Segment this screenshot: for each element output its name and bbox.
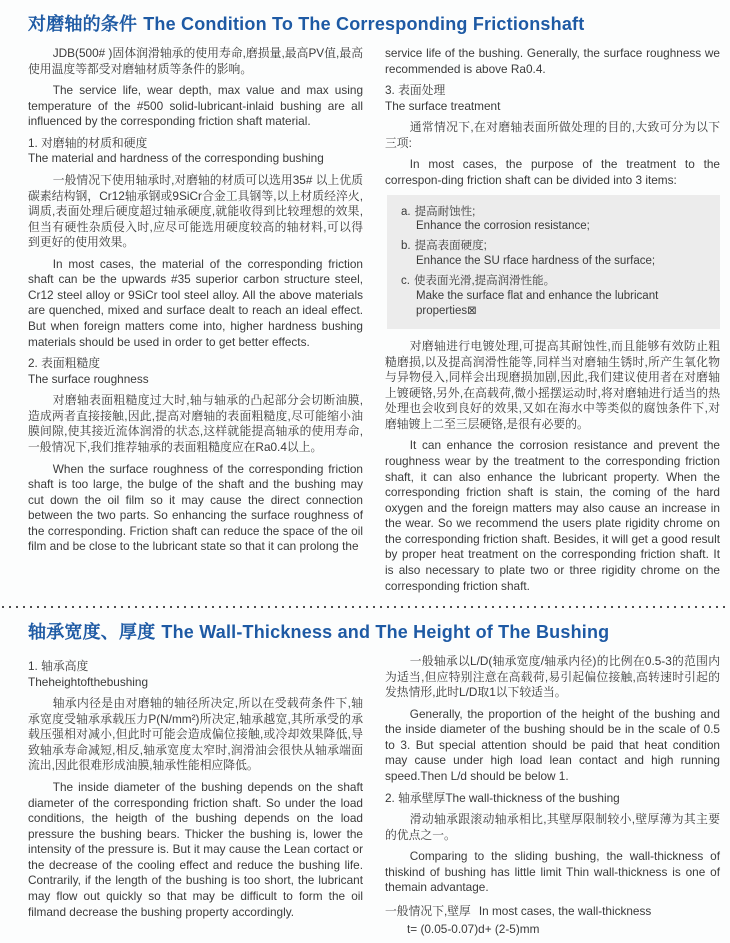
subheading-cn: 1. 对磨轴的材质和硬度 <box>28 135 148 150</box>
formula-label-cn: 一般情况下,壁厚 <box>385 903 471 918</box>
item-cn: 提高耐蚀性; <box>414 205 476 218</box>
section-wall-thickness-height <box>0 618 730 943</box>
section2-right-column <box>385 654 720 943</box>
subheading-material-hardness <box>28 136 363 167</box>
subheading-wall-thickness <box>385 791 720 807</box>
item-cn: 提高表面硬度; <box>414 240 487 253</box>
item-cn: 使表面光滑,提高润滑性能。 <box>413 275 556 288</box>
item-en: Enhance the SU rface hardness of the surface; <box>416 255 656 268</box>
formula-label <box>385 904 720 920</box>
paragraph-cn: 一般轴承以L/D(轴承宽度/轴承内径)的比例在0.5-3的范围内为适当,但应特别注意在高载荷,易引起偏位接触,高转速时引起的发热情形,此时L/D取1以下较适当。 <box>385 654 720 700</box>
paragraph-cn: 滑动轴承跟滚动轴承相比,其壁厚限制较小,壁厚薄为其主要的优点之一。 <box>385 812 720 842</box>
subheading-en: Theheightofthebushing <box>28 674 149 689</box>
subheading-surface-roughness <box>28 356 363 387</box>
item-letter: c. <box>401 275 410 288</box>
paragraph-en: The inside diameter of the bushing depends on the shaft diameter of the corresponding friction shaft. So under the load conditions, the heigth of the bushing depends on the load pressure the bushing bears. Thicker the bushing is, lower the intensity of the pressure is. But it may cause the Lean cortact or the decrease of the cooling effect and reduce the bushing life. Contrarily, if the length of the bushing is too short, the lubricant may flow out quickly so that may be difficult to form the oil filmand decrease the bushing property accordingly. <box>28 780 363 919</box>
subheading-cn: 2. 表面粗糙度 <box>28 356 101 371</box>
list-item-c <box>401 274 708 319</box>
wall-thickness-formula: t= (0.05-0.07)d+ (2-5)mm <box>407 921 540 936</box>
paragraph-en: Generally, the proportion of the height of the bushing and the inside diameter of the bushing should be in the scale of 0.5 to 3. But special attention should be paid that heat condition may cause under high load lean contact and high running speed.Then L/d should be below 1. <box>385 706 720 783</box>
paragraph-cn: 通常情况下,在对磨轴表面所做处理的目的,大致可分为以下三项: <box>385 120 720 150</box>
subheading-en: The wall-thickness of the bushing <box>445 790 620 805</box>
item-letter: a. <box>401 205 411 218</box>
subheading-en: The material and hardness of the corresponding bushing <box>28 151 324 166</box>
subheading-en: The surface treatment <box>385 98 501 113</box>
section1-title-en: The Condition To The Corresponding Frictionshaft <box>143 14 585 34</box>
subheading-cn: 3. 表面处理 <box>385 83 446 98</box>
section-friction-shaft <box>0 10 730 600</box>
dotted-divider <box>2 606 728 608</box>
paragraph-cn: 对磨轴表面粗糙度过大时,轴与轴承的凸起部分会切断油膜,造成两者直接接触,因此,提高对磨轴的表面粗糙度,尽可能缩小油膜间隙,使其接近流体润滑的状态,这样就能提高轴承的使用寿命,一般情况下,我们推荐轴承的表面粗糙度应在Ra0.4以上。 <box>28 393 363 454</box>
subheading-en: The surface roughness <box>28 371 149 386</box>
section2-title-en: The Wall-Thickness and The Height of The Bushing <box>161 622 610 643</box>
subheading-bushing-height <box>28 659 363 690</box>
section2-columns <box>28 654 720 943</box>
paragraph-cn: JDB(500# )固体润滑轴承的使用寿命,磨损量,最高PV值,最高使用温度等都受对磨轴材质等条件的影响。 <box>28 46 363 76</box>
section1-columns <box>28 46 720 600</box>
section2-left-column <box>28 654 363 943</box>
subheading-cn: 2. 轴承壁厚 <box>385 790 446 805</box>
item-en: Make the surface flat and enhance the lubricant properties⊠ <box>416 290 659 318</box>
paragraph-cn: 一般情况下使用轴承时,对磨轴的材质可以选用35# 以上优质碳素结构钢，Cr12轴承钢或9SiCr合金工具钢等,以上材质经淬火,调质,表面处理后硬度超过轴承硬度,就能收得到比较理想的效果,但当有硬性杂质侵入时,应尽可能选用硬度较高的轴材料,可以得到更好的使用效果。 <box>28 172 363 250</box>
treatment-items-callout-box <box>387 195 720 330</box>
section2-title <box>28 618 720 644</box>
paragraph-en: Comparing to the sliding bushing, the wall-thickness of thiskind of bushing has little limit Thin wall-thickness is one of themain advantage. <box>385 849 720 895</box>
section1-left-column <box>28 46 363 600</box>
paragraph-en: The service life, wear depth, max value and max using temperature of the #500 solid-lubricant-inlaid bushing are all influenced by the corresponding friction shaft material. <box>28 83 363 129</box>
paragraph-en: When the surface roughness of the corresponding friction shaft is too large, the bulge of the shaft and the bushing may cut down the oil film so it may cause the direct connection between the two parts. So enhancing the surface roughness of the corresponding. Friction shaft can reduce the space of the oil film and be close to the lubricant state so that it can prolong the <box>28 461 363 554</box>
list-item-b <box>401 239 708 269</box>
item-letter: b. <box>401 240 411 253</box>
paragraph-en: In most cases, the material of the corresponding friction shaft can be the upwards #35 superior carbon structure steel, Cr12 steel alloy or 9SiCr tool steel alloy. All the above materials are quenched, mixed and surface dealt to reach an ideal effect. But when foreign matters come into, higher hardness bushing materials should be used in order to get better effects. <box>28 256 363 349</box>
paragraph-en-continuation: service life of the bushing. Generally, the surface roughness we recommended is above Ra0.4. <box>385 46 720 76</box>
section1-right-column <box>385 46 720 600</box>
item-en: Enhance the corrosion resistance; <box>416 220 590 233</box>
section2-title-cn: 轴承宽度、厚度 <box>28 622 156 643</box>
section1-title <box>28 10 720 36</box>
paragraph-en: It can enhance the corrosion resistance and prevent the roughness wear by the treatment to the corresponding friction shaft, it can also enhance the lubricant property. When the corresponding friction shaft is stain, the coming of the hard oxygen and the foreign matters may also cause an increase in the wear. So we recommend the users plate rigidity chrome on the corresponding friction shaft. Besides, it will get a good result by proper heat treatment on the corresponding friction shaft. It is also necessary to plate two or three rigidity chrome on the corresponding friction shaft. <box>385 438 720 593</box>
paragraph-cn: 对磨轴进行电镀处理,可提高其耐蚀性,而且能够有效防止粗糙磨损,以及提高润滑性能等,同样当对磨轴生锈时,所产生氧化物与异物侵入,同样会出现磨损加剧,因此,我们建议使用者在对磨轴上镀硬铬,另外,在高载荷,微小摇摆运动时,将对磨轴进行适当的热处理也会收到良好的效果,又如在海水中等类似的腐蚀条件下,对磨轴镀上二至三层硬铬,是很有必要的。 <box>385 339 720 431</box>
formula-label-en: In most cases, the wall-thickness <box>478 903 652 918</box>
section1-title-cn: 对磨轴的条件 <box>28 14 138 34</box>
paragraph-cn: 轴承内径是由对磨轴的轴径所决定,所以在受载荷条件下,轴承宽度受轴承承载压力P(N/mm²)所决定,轴承越宽,其所承受的承载压强相对减小,但此时可能会造成偏位接触,或冷却效果降低,导致轴承寿命减短,相反,轴承宽度太窄时,润滑油会很快从轴承端面流出,因此很难形成油膜,轴承性能相应降低。 <box>28 696 363 773</box>
list-item-a <box>401 205 708 235</box>
paragraph-en: In most cases, the purpose of the treatment to the correspon-ding friction shaft can be divided into 3 items: <box>385 157 720 187</box>
subheading-surface-treatment <box>385 83 720 114</box>
subheading-cn: 1. 轴承高度 <box>28 659 89 674</box>
